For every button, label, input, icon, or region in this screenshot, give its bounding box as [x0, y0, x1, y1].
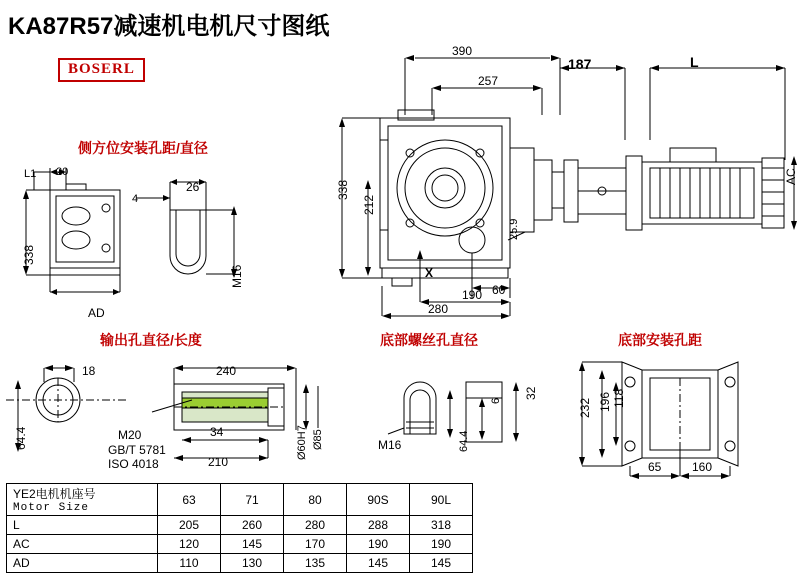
- dim-4: 4: [132, 193, 139, 205]
- table-header-en: Motor Size: [13, 502, 90, 514]
- table-row: [7, 554, 473, 573]
- dim-64-4-output: 64.4: [14, 426, 28, 450]
- table-size-0: 63: [158, 484, 221, 516]
- dim-M16-bottom: M16: [378, 438, 402, 452]
- table-cell-AC-4: 190: [410, 535, 473, 554]
- output-bore-drawing: [6, 352, 326, 482]
- dim-32: 32: [524, 386, 538, 400]
- table-row: [7, 484, 473, 516]
- table-row-label-AD: AD: [7, 554, 158, 573]
- table-cell-AD-1: 130: [221, 554, 284, 573]
- table-size-2: 80: [284, 484, 347, 516]
- dim-M16-side: M16: [230, 264, 244, 288]
- table-size-1: 71: [221, 484, 284, 516]
- table-cell-AD-2: 135: [284, 554, 347, 573]
- table-size-3: 90S: [347, 484, 410, 516]
- dim-34: 34: [210, 425, 224, 439]
- dim-196: 196: [598, 391, 612, 412]
- table-cell-AD-3: 145: [347, 554, 410, 573]
- dim-60: 60: [492, 283, 506, 297]
- dim-240: 240: [216, 364, 237, 378]
- table-cell-L-0: 205: [158, 516, 221, 535]
- page-title: KA87R57减速机电机尺寸图纸: [8, 13, 330, 40]
- dim-18: 18: [82, 364, 96, 378]
- table-header-label: [7, 484, 158, 516]
- section-label-side-mount: 侧方位安装孔距/直径: [78, 140, 208, 156]
- dim-338-main: 338: [336, 179, 350, 200]
- section-label-output-bore: 输出孔直径/长度: [100, 332, 202, 348]
- dim-64-4-screw: 64.4: [458, 430, 470, 452]
- dim-338-side: 338: [22, 244, 36, 265]
- dim-65: 65: [648, 460, 662, 474]
- table-cell-L-2: 280: [284, 516, 347, 535]
- table-cell-AC-3: 190: [347, 535, 410, 554]
- dim-190: 190: [462, 288, 483, 302]
- dim-L1: L1: [24, 168, 37, 180]
- bottom-mount-drawing: [560, 352, 800, 482]
- dim-257: 257: [478, 74, 499, 88]
- dim-60H7: Ø60H7: [296, 425, 308, 460]
- table-cell-L-4: 318: [410, 516, 473, 535]
- motor-size-table: [6, 483, 473, 573]
- brand-logo: BOSERL: [58, 58, 145, 82]
- table-cell-AC-1: 145: [221, 535, 284, 554]
- dim-280: 280: [428, 302, 449, 316]
- main-assembly-drawing: [320, 40, 800, 330]
- table-size-4: 90L: [410, 484, 473, 516]
- dim-187: 187: [568, 56, 592, 72]
- side-mount-drawing: [10, 160, 270, 320]
- table-row: [7, 516, 473, 535]
- dim-212: 212: [362, 194, 376, 215]
- dim-AD: AD: [88, 306, 105, 320]
- bottom-screw-drawing: [370, 352, 570, 472]
- dim-160: 160: [692, 460, 713, 474]
- table-cell-L-1: 260: [221, 516, 284, 535]
- dim-L: L: [690, 54, 699, 70]
- table-cell-L-3: 288: [347, 516, 410, 535]
- table-header-cn: YE2电机机座号: [13, 487, 96, 501]
- table-row: [7, 535, 473, 554]
- table-cell-AD-0: 110: [158, 554, 221, 573]
- dim-M20: M20: [118, 428, 142, 442]
- dim-26: 26: [186, 180, 200, 194]
- table-row-label-L: L: [7, 516, 158, 535]
- table-cell-AC-2: 170: [284, 535, 347, 554]
- dim-210: 210: [208, 455, 229, 469]
- std-gb-5781: GB/T 5781: [108, 443, 166, 457]
- table-row-label-AC: AC: [7, 535, 158, 554]
- section-label-bottom-screw: 底部螺丝孔直径: [380, 332, 478, 348]
- dim-X: X: [425, 266, 434, 280]
- dim-390: 390: [452, 44, 473, 58]
- section-label-bottom-mount: 底部安装孔距: [618, 332, 702, 348]
- dim-25-9: 25.9: [508, 218, 520, 240]
- table-cell-AC-0: 120: [158, 535, 221, 554]
- table-cell-AD-4: 145: [410, 554, 473, 573]
- dim-6: 6: [490, 397, 502, 404]
- dim-85: Ø85: [312, 429, 324, 450]
- dim-AC: AC: [784, 168, 798, 185]
- dim-118: 118: [612, 388, 626, 408]
- std-iso-4018: ISO 4018: [108, 457, 159, 471]
- dim-20: 20: [56, 166, 69, 178]
- dim-232: 232: [578, 397, 592, 418]
